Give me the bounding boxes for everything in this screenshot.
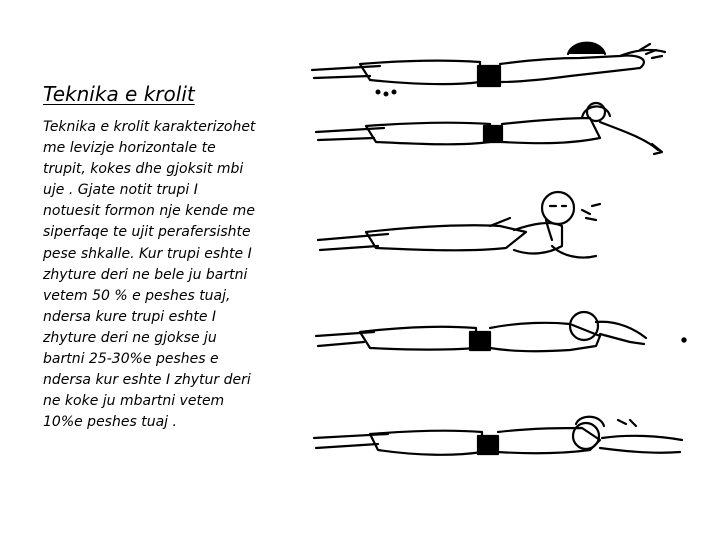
- swimmer-figure-1: [312, 43, 665, 96]
- body-line: ndersa kure trupi eshte I: [43, 308, 217, 325]
- body-line: uje . Gjate notit trupi I: [43, 182, 198, 199]
- body-line: notuesit formon nje kende me: [43, 203, 255, 220]
- body-line: siperfaqe te ujit perafersishte: [43, 224, 251, 241]
- body-line: pese shkalle. Kur trupi eshte I: [43, 245, 252, 262]
- body-line: Teknika e krolit karakterizohet: [43, 119, 256, 135]
- body-line: me levizje horizontale te: [43, 140, 216, 157]
- body-line: zhyture deri ne bele ju bartni: [43, 266, 248, 283]
- swimmer-figure-4: [316, 312, 686, 351]
- swimmer-crawl-sequence-icon: [300, 20, 695, 480]
- slide-title: Teknika e krolit: [43, 82, 195, 106]
- body-line: 10%e peshes tuaj .: [43, 414, 177, 431]
- swimmer-figure-5: [314, 417, 682, 455]
- body-line: bartni 25-30%e peshes e: [43, 351, 219, 368]
- body-line: trupit, kokes dhe gjoksit mbi: [43, 161, 244, 178]
- body-line: vetem 50 % e peshes tuaj,: [43, 287, 231, 304]
- body-line: ndersa kur eshte I zhytur deri: [43, 372, 251, 389]
- swimmer-figure-3: [318, 192, 600, 258]
- body-text: [43, 117, 278, 433]
- body-line: ne koke ju mbartni vetem: [43, 393, 225, 410]
- body-line: zhyture deri ne gjokse ju: [43, 329, 217, 346]
- swimmer-figure-2: [316, 103, 662, 154]
